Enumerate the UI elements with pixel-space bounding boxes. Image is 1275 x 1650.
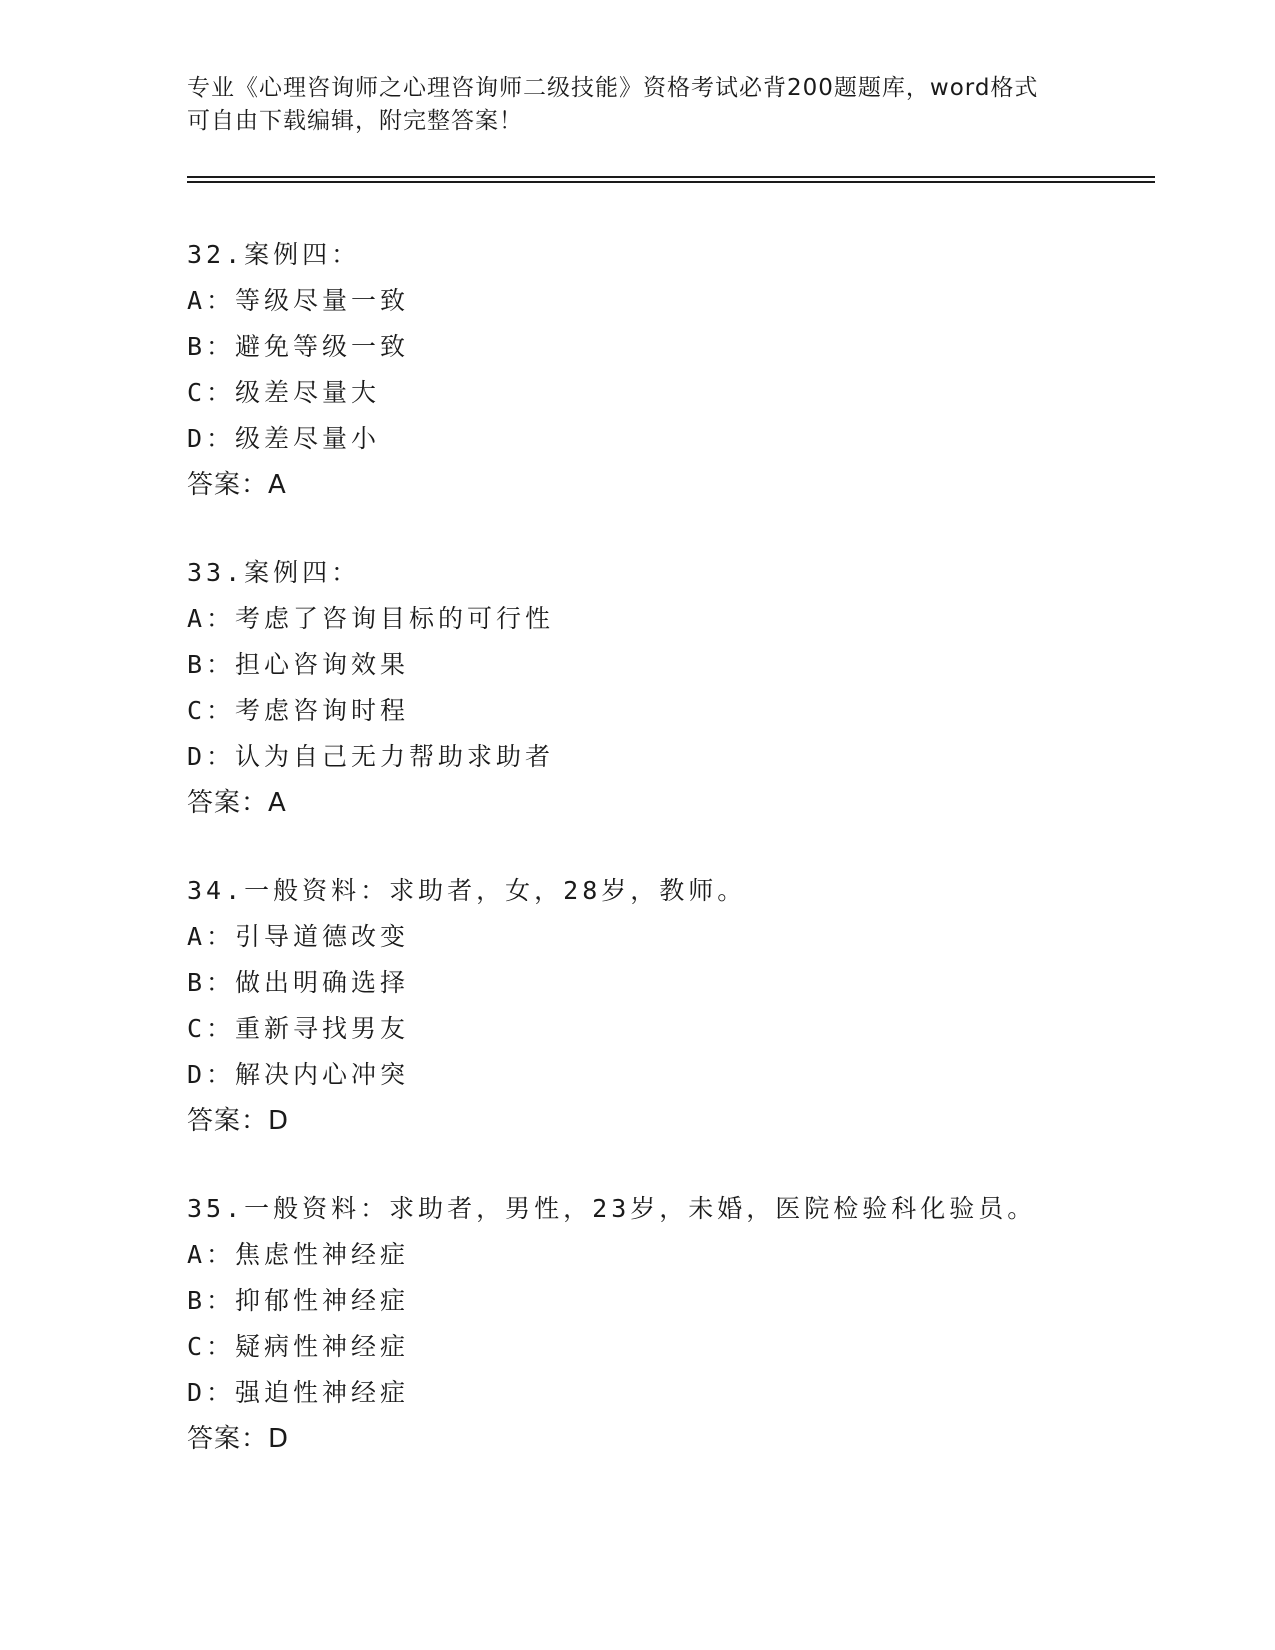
question-list	[187, 232, 1155, 1504]
option-d: D：解决内心冲突	[187, 1060, 410, 1089]
question-34	[187, 868, 1155, 1144]
answer-line: 答案：D	[187, 1424, 290, 1454]
question-35	[187, 1186, 1155, 1462]
answer-line: 答案：A	[187, 788, 287, 818]
option-a: A：等级尽量一致	[187, 286, 410, 315]
option-c: C：重新寻找男友	[187, 1014, 410, 1043]
option-b: B：担心咨询效果	[187, 650, 410, 679]
option-d: D：强迫性神经症	[187, 1378, 410, 1407]
question-stem: 32.案例四：	[187, 240, 361, 269]
option-a: A：焦虑性神经症	[187, 1240, 410, 1269]
option-d: D：认为自己无力帮助求助者	[187, 742, 555, 771]
option-b: B：抑郁性神经症	[187, 1286, 410, 1315]
header-rule-bottom	[187, 181, 1155, 183]
option-a: A：考虑了咨询目标的可行性	[187, 604, 555, 633]
option-c: C：考虑咨询时程	[187, 696, 410, 725]
option-a: A：引导道德改变	[187, 922, 410, 951]
header-line-2: 可自由下载编辑，附完整答案！	[187, 108, 523, 134]
option-c: C：疑病性神经症	[187, 1332, 410, 1361]
answer-line: 答案：A	[187, 470, 287, 500]
answer-line: 答案：D	[187, 1106, 290, 1136]
question-33	[187, 550, 1155, 826]
option-d: D：级差尽量小	[187, 424, 381, 453]
option-b: B：避免等级一致	[187, 332, 410, 361]
option-c: C：级差尽量大	[187, 378, 381, 407]
question-stem: 34.一般资料：求助者，女，28岁，教师。	[187, 876, 747, 905]
option-b: B：做出明确选择	[187, 968, 410, 997]
question-32	[187, 232, 1155, 508]
document-header	[187, 72, 1087, 138]
header-line-1: 专业《心理咨询师之心理咨询师二级技能》资格考试必背200题题库，word格式	[187, 75, 1039, 101]
question-stem: 35.一般资料：求助者，男性，23岁，未婚，医院检验科化验员。	[187, 1194, 1037, 1223]
header-rule-top	[187, 176, 1155, 178]
question-stem: 33.案例四：	[187, 558, 361, 587]
